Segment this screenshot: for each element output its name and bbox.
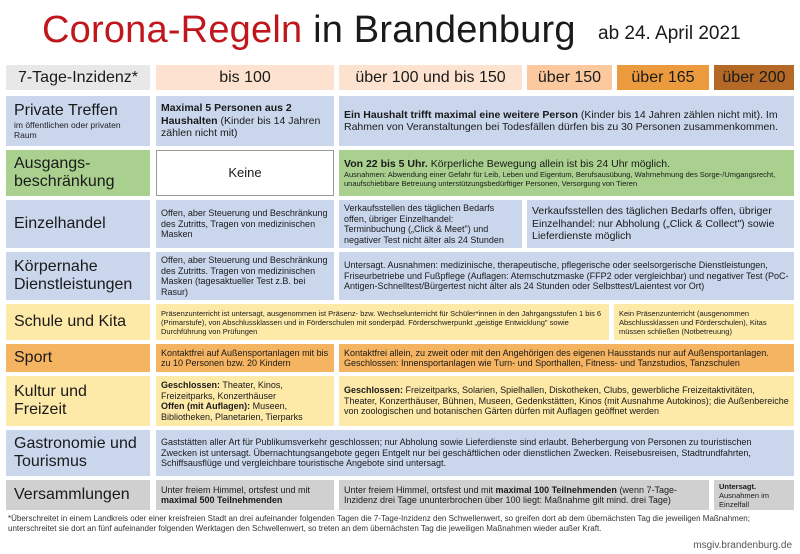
koerper-cell-a: Offen, aber Steuerung und Beschränkung des Zutritts. Tragen von medizinischen Masken (tagesaktueller Test z.B. bei Rasur) <box>156 252 334 300</box>
label-schule: Schule und Kita <box>14 313 127 330</box>
row-label-koerper <box>6 252 150 300</box>
header-col-1: bis 100 <box>156 65 334 90</box>
header-col-5: über 200 <box>714 65 794 90</box>
header-label: 7-Tage-Inzidenz* <box>6 65 150 90</box>
label-private-sub: im öffentlichen oder privaten Raum <box>14 120 121 140</box>
row-label-einzelhandel <box>6 200 150 248</box>
private-b-rest: (Kinder bis 14 Jahren zählen nicht mit). Im Rahmen von Veranstaltungen bei Todesfällen dürfen bis zu 30 Personen zusammenkommen. <box>344 108 779 133</box>
label-private: Private Treffen <box>14 102 118 119</box>
ausgang-cell-b <box>339 150 794 196</box>
gastro-cell-a: Gaststätten aller Art für Publikumsverkehr geschlossen; nur Abholung sowie Lieferdienste sind erlaubt. Beherbergung von Personen zu touristischen Zwecken ist untersagt. Übernachtungsangebote gegen Entgelt nur bei geschäftlichen oder dienstlichen Zwecken. Reisebusreisen, Stadtrundfahrten, Schiffsausflüge und vergleichbare touristische Angebote sind untersagt. <box>156 430 794 476</box>
label-einzelhandel: Einzelhandel <box>14 215 106 232</box>
row-label-gastro <box>6 430 150 476</box>
row-label-sport <box>6 344 150 372</box>
row-label-private <box>6 96 150 146</box>
ausgang-b-rest: Körperliche Bewegung allein ist bis 24 Uhr möglich. <box>427 157 671 170</box>
kultur-a-rest2: Museen, Bibliotheken, Planetarien, Tierparks <box>161 401 303 422</box>
page-title <box>42 8 576 52</box>
versammlung-c-bold: Untersagt. <box>719 481 757 491</box>
kultur-a-bold2: Offen (mit Auflagen): <box>161 401 251 411</box>
kultur-b-bold: Geschlossen: <box>344 385 404 396</box>
row-label-versammlung <box>6 480 150 510</box>
einzelhandel-cell-b: Verkaufsstellen des täglichen Bedarfs offen, übriger Einzelhandel: Terminbuchung („Click & Meet") und negativer Test nicht älter als 24 Stunden <box>339 200 522 248</box>
versammlung-cell-c <box>714 480 794 510</box>
sport-cell-b: Kontaktfrei allein, zu zweit oder mit den Angehörigen des eigenen Hausstands nur auf Außensportanlagen. Geschlossen: Innensportanlagen wie Turn- und Sporthallen, Fitness- und Tanzstudios, Tanzschulen <box>339 344 794 372</box>
label-ausgang: Ausgangs-beschränkung <box>14 155 115 190</box>
schule-cell-a: Präsenzunterricht ist untersagt, ausgenommen ist Präsenz- bzw. Wechselunterricht für Schüler*innen in den Jahrgangsstufen 1 bis 6 (Primarstufe), von Abschlussklassen und in Förderschulen mit sonderpäd. Förderschwerpunkt „geistige Entwicklung" sowie Durchführung von Prüfungen <box>156 304 609 340</box>
source-link[interactable]: msgiv.brandenburg.de <box>693 540 792 551</box>
title-bar <box>0 0 800 58</box>
versammlung-c-rest: Ausnahmen im Einzelfall <box>719 490 770 509</box>
versammlung-b-bold: maximal 100 Teilnehmenden <box>495 484 617 495</box>
title-part2: in Brandenburg <box>313 9 576 51</box>
versammlung-b-rest1: Unter freiem Himmel, ortsfest und mit <box>344 484 496 495</box>
header-col-2: über 100 und bis 150 <box>339 65 522 90</box>
kultur-cell-a <box>156 376 334 426</box>
label-gastro: Gastronomie und Tourismus <box>14 435 137 470</box>
versammlung-b-rest2: (wenn 7-Tage-Inzidenz drei Tage ununterbrochen über 100 liegt: Maßnahme gilt mind. drei Tage) <box>344 484 677 505</box>
private-a-bold: Maximal 5 Personen aus 2 Haushalten <box>161 102 292 127</box>
ausgang-b-bold: Von 22 bis 5 Uhr. <box>344 157 428 170</box>
header-col-3: über 150 <box>527 65 612 90</box>
ausgang-cell-a: Keine <box>156 150 334 196</box>
row-label-schule <box>6 304 150 340</box>
kultur-a-bold1: Geschlossen: <box>161 380 221 390</box>
title-date: ab 24. April 2021 <box>598 23 741 44</box>
versammlung-cell-a <box>156 480 334 510</box>
kultur-a-rest1: Theater, Kinos, Freizeitparks, Konzerthäuser <box>161 380 283 401</box>
versammlung-a-rest: Unter freiem Himmel, ortsfest und mit <box>161 484 311 495</box>
kultur-b-rest: Freizeitparks, Solarien, Spielhallen, Diskotheken, Clubs, gewerbliche Freizeitaktivitäten, Theater, Konzerthäuser, Bühnen, Museen, Gedenkstätten, Kinos (mit Ausnahme Autokinos); die Außenbereiche von zoologischen und botanischen Gärten dürfen mit Auflagen geöffnet werden <box>344 385 789 417</box>
versammlung-a-bold: maximal 500 Teilnehmenden <box>161 495 283 505</box>
title-part1: Corona-Regeln <box>42 9 303 51</box>
private-a-rest: (Kinder bis 14 Jahren zählen nicht mit) <box>161 114 321 140</box>
row-label-ausgang <box>6 150 150 196</box>
private-cell-a <box>156 96 334 146</box>
koerper-cell-b: Untersagt. Ausnahmen: medizinische, therapeutische, pflegerische oder seelsorgerische Dienstleistungen, Friseurbetriebe und Fußpflege (Auflagen: Atemschutzmaske (FFP2 oder vergleichbar) und negativer Test (PoC-Antigen-Schnelltest/Bürgertest nicht älter als 24 Stunden oder Selbsttest/Laientest vor Ort) <box>339 252 794 300</box>
kultur-cell-b <box>339 376 794 426</box>
label-kultur: Kultur und Freizeit <box>14 383 87 418</box>
versammlung-cell-b <box>339 480 709 510</box>
private-b-bold: Ein Haushalt trifft maximal eine weitere Person <box>344 108 578 121</box>
footnote: *Überschreitet in einem Landkreis oder einer kreisfreien Stadt an drei aufeinander folgenden Tagen die 7-Tage-Inzidenz den Schwellenwert, so greifen dort ab dem übernächsten Tag die jeweiligen Maßnahmen; unterschreitet sie dort an fünf aufeinander folgenden Werktagen den Schwellenwert, so treten an dem übernächsten Tag die jeweiligen Maßnahmen wieder außer Kraft. <box>8 514 750 533</box>
header-col-4: über 165 <box>617 65 709 90</box>
label-sport: Sport <box>14 349 53 366</box>
schule-cell-b: Kein Präsenzunterricht (ausgenommen Abschlussklassen und Förderschulen), Kitas müssen schließen (Notbetreuung) <box>614 304 794 340</box>
einzelhandel-cell-c: Verkaufsstellen des täglichen Bedarfs offen, übriger Einzelhandel: nur Abholung („Click & Collect") sowie Lieferdienste möglich <box>527 200 794 248</box>
ausgang-b-small: Ausnahmen: Abwendung einer Gefahr für Leib, Leben und Eigentum, Berufsausübung, Wahrnehmung des Sorge-/Umgangsrecht, unaufschiebbare Betreuung unterstützungsbedürftiger Personen, Versorgung von Tieren <box>344 170 776 189</box>
einzelhandel-cell-a: Offen, aber Steuerung und Beschränkung des Zutritts, Tragen von medizinischen Masken <box>156 200 334 248</box>
label-koerper: Körpernahe Dienstleistungen <box>14 258 133 293</box>
private-cell-b <box>339 96 794 146</box>
label-versammlung: Versammlungen <box>14 486 130 503</box>
row-label-kultur <box>6 376 150 426</box>
sport-cell-a: Kontaktfrei auf Außensportanlagen mit bis zu 10 Personen bzw. 20 Kindern <box>156 344 334 372</box>
